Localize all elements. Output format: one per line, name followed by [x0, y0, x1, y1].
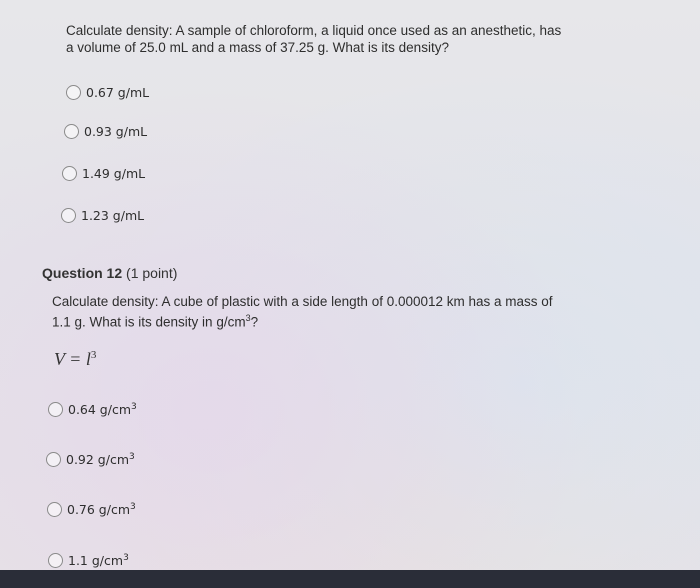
q12-option-3[interactable] [47, 502, 136, 517]
question-12-unit-exponent: 3 [245, 313, 251, 323]
q12-option-1-text: 0.64 g/cm [68, 402, 132, 417]
q12-option-4-exponent: 3 [123, 553, 129, 563]
q12-option-2-label [66, 452, 135, 467]
radio-button-icon[interactable] [48, 402, 63, 417]
question-12-line-2-end: ? [250, 314, 259, 330]
q12-option-4-text: 1.1 g/cm [68, 553, 124, 568]
radio-button-icon[interactable] [47, 502, 62, 517]
q11-option-1-label: 0.67 g/mL [86, 85, 150, 100]
q12-option-4-label [68, 553, 129, 568]
question-11-line-1: Calculate density: A sample of chloroform, a liquid once used as an anesthetic, has [66, 23, 562, 38]
radio-button-icon[interactable] [66, 85, 81, 100]
question-12-header [42, 265, 177, 281]
question-12-text [52, 293, 652, 331]
volume-formula-base: V = l [54, 349, 91, 369]
radio-button-icon[interactable] [61, 208, 76, 223]
q12-option-3-text: 0.76 g/cm [67, 502, 131, 517]
q12-option-4[interactable] [48, 553, 129, 568]
q12-option-2-exponent: 3 [129, 452, 135, 462]
q12-option-2[interactable] [46, 452, 135, 467]
q11-option-4-label: 1.23 g/mL [81, 208, 145, 223]
q12-option-1[interactable] [48, 402, 137, 417]
q12-option-1-exponent: 3 [131, 402, 137, 412]
radio-button-icon[interactable] [62, 166, 77, 181]
volume-formula [54, 349, 96, 370]
question-12-line-2-text: 1.1 g. What is its density in g/cm [52, 314, 246, 330]
question-11-text [66, 22, 666, 56]
q12-option-1-label [68, 402, 137, 417]
q12-option-3-exponent: 3 [130, 502, 136, 512]
q11-option-3-label: 1.49 g/mL [82, 166, 146, 181]
q11-option-2-label: 0.93 g/mL [84, 124, 148, 139]
question-12-line-1: Calculate density: A cube of plastic with a side length of 0.000012 km has a mass of [52, 294, 553, 309]
bottom-bar [0, 570, 700, 588]
q11-option-2[interactable] [64, 124, 147, 139]
question-12-title: Question 12 [42, 265, 123, 281]
q11-option-3[interactable] [62, 166, 145, 181]
q12-option-2-text: 0.92 g/cm [66, 452, 130, 467]
q11-option-1[interactable] [66, 85, 149, 100]
radio-button-icon[interactable] [48, 553, 63, 568]
q11-option-4[interactable] [61, 208, 144, 223]
question-11-line-2: a volume of 25.0 mL and a mass of 37.25 g. What is its density? [66, 40, 449, 55]
q12-option-3-label [67, 502, 136, 517]
radio-button-icon[interactable] [46, 452, 61, 467]
question-12-line-2 [52, 310, 652, 331]
question-12-points: (1 point) [126, 265, 178, 281]
radio-button-icon[interactable] [64, 124, 79, 139]
volume-formula-exponent: 3 [90, 349, 97, 361]
